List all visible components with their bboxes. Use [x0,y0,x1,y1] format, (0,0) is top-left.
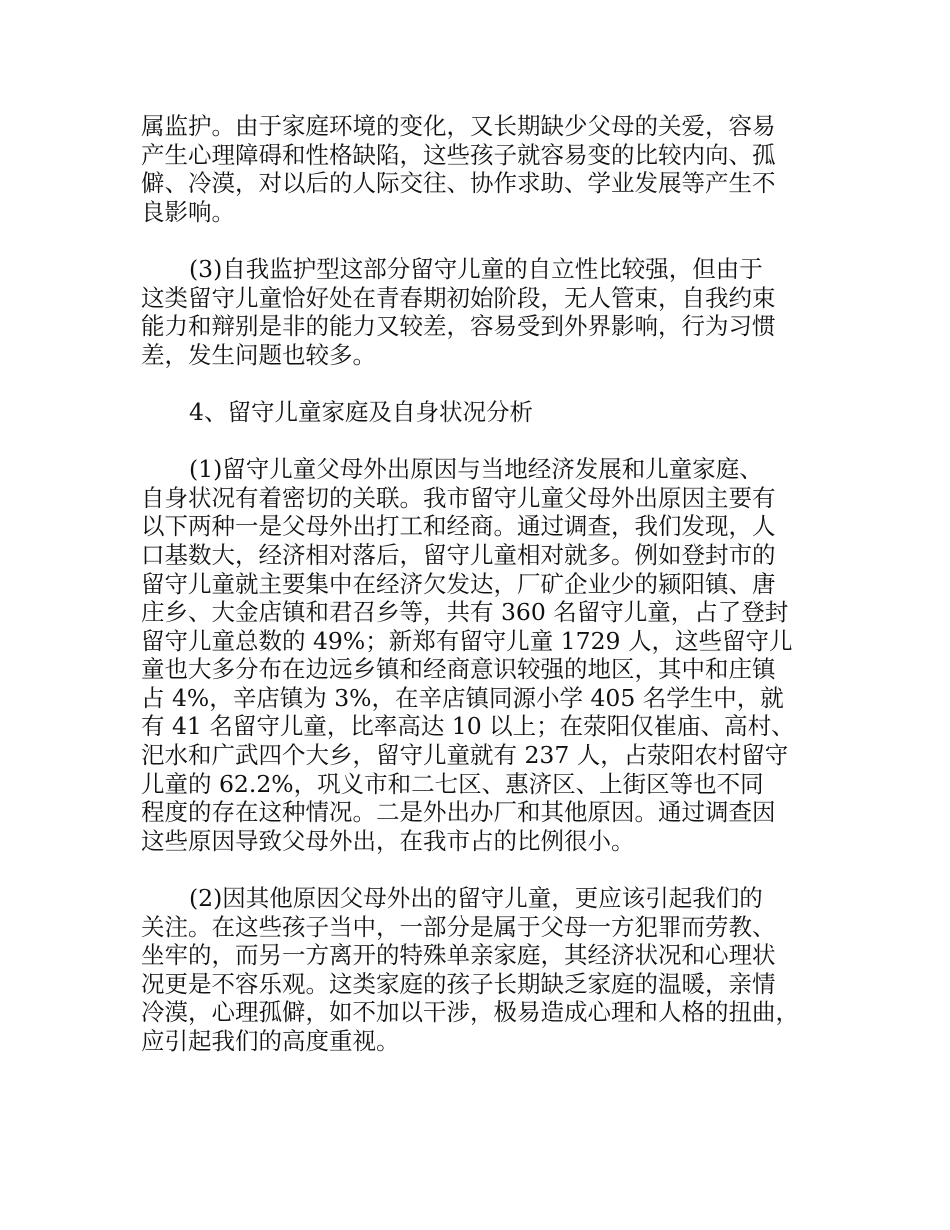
paragraph-other-reasons [141,884,831,1056]
text-line: 差，发生问题也较多。 [141,340,376,369]
text-line: 留守儿童就主要集中在经济欠发达，厂矿企业少的颍阳镇、唐 [141,569,776,598]
text-line: 坐牢的，而另一方离开的特殊单亲家庭，其经济状况和心理状 [141,941,776,970]
text-line: 儿童的 62.2%，巩义市和二七区、惠济区、上街区等也不同 [141,769,764,798]
paragraph-self-guardianship [141,255,831,369]
text-line: 这类留守儿童恰好处在青春期初始阶段，无人管束，自我约束 [141,283,776,312]
text-line: 以下两种一是父母外出打工和经商。通过调查，我们发现，人 [141,512,776,541]
section-heading [141,398,831,427]
text-line: 汜水和广武四个大乡，留守儿童就有 237 人，占荥阳农村留守 [141,741,789,770]
text-line: 占 4%，辛店镇为 3%，在辛店镇同源小学 405 名学生中，就 [141,683,784,712]
text-line: 有 41 名留守儿童，比率高达 10 以上；在荥阳仅崔庙、高村、 [141,712,795,741]
text-line: (2)因其他原因父母外出的留守儿童，更应该引起我们的 [189,884,763,913]
text-line: 口基数大，经济相对落后，留守儿童相对就多。例如登封市的 [141,540,776,569]
text-line: 自身状况有着密切的关联。我市留守儿童父母外出原因主要有 [141,483,776,512]
text-line: 僻、冷漠，对以后的人际交往、协作求助、学业发展等产生不 [141,169,776,198]
paragraph-guardianship-effects [141,112,831,226]
text-line: 能力和辩别是非的能力又较差，容易受到外界影响，行为习惯 [141,312,776,341]
text-line: 程度的存在这种情况。二是外出办厂和其他原因。通过调查因 [141,798,776,827]
text-line: 童也大多分布在边远乡镇和经商意识较强的地区，其中和庄镇 [141,655,776,684]
heading-line: 4、留守儿童家庭及自身状况分析 [189,397,533,426]
text-line: 产生心理障碍和性格缺陷，这些孩子就容易变的比较内向、孤 [141,140,776,169]
text-line: 冷漠，心理孤僻，如不加以干涉，极易造成心理和人格的扭曲， [141,998,799,1027]
text-line: 况更是不容乐观。这类家庭的孩子长期缺乏家庭的温暖，亲情 [141,969,776,998]
text-line: (1)留守儿童父母外出原因与当地经济发展和儿童家庭、 [189,455,763,484]
text-line: 应引起我们的高度重视。 [141,1027,400,1055]
text-line: 属监护。由于家庭环境的变化，又长期缺少父母的关爱，容易 [141,112,776,140]
text-line: 良影响。 [141,197,235,226]
text-line: 庄乡、大金店镇和君召乡等，共有 360 名留守儿童，占了登封 [141,598,789,627]
text-line: (3)自我监护型这部分留守儿童的自立性比较强，但由于 [189,254,763,283]
text-line: 这些原因导致父母外出，在我市占的比例很小。 [141,826,635,855]
text-line: 关注。在这些孩子当中，一部分是属于父母一方犯罪而劳教、 [141,912,776,941]
paragraph-parents-migration-reasons [141,455,831,855]
text-line: 留守儿童总数的 49%；新郑有留守儿童 1729 人，这些留守儿 [141,626,793,655]
document-body [141,112,831,1084]
